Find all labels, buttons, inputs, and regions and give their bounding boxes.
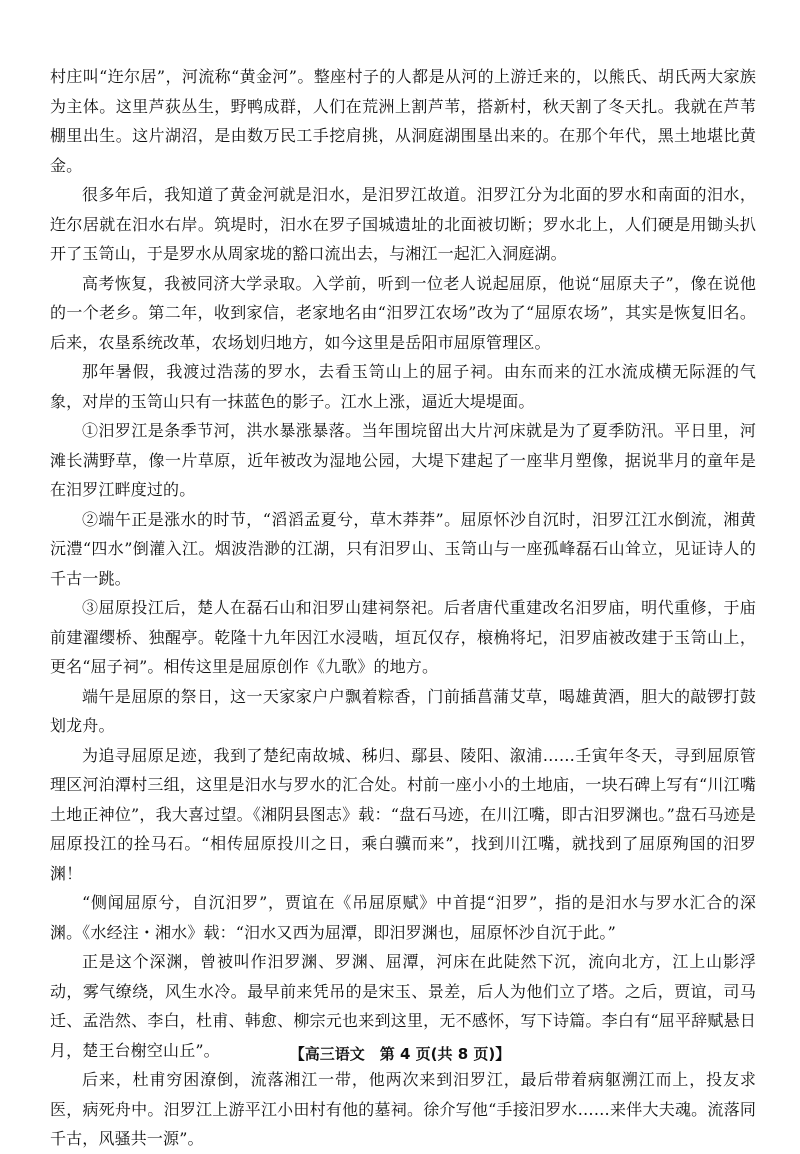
paragraph: “侧闻屈原兮，自沉汨罗”，贾谊在《吊屈原赋》中首提“汨罗”，指的是汨水与罗水汇合的深渊。《水经注・湘水》载：“汨水又西为屈潭，即汨罗渊也，屈原怀沙自沉于此。” [50, 893, 756, 942]
page-footer: 【高三语文 第 4 页(共 8 页)】 [289, 1045, 511, 1063]
paragraph: 正是这个深渊，曾被叫作汨罗渊、罗渊、屈潭，河床在此陡然下沉，流向北方，江上山影浮动，雾气缭绕，风生水冷。最早前来凭吊的是宋玉、景差，后人为他们立了塔。之后，贾谊，司马迁、孟浩然、李白，杜甫、韩愈、柳宗元也来到这里，无不感怀，写下诗篇。李白有“屈平辞赋悬日月，楚王台榭空山丘”。 [50, 952, 756, 1060]
paragraph: 后来，杜甫穷困潦倒，流落湘江一带，他两次来到汨罗江，最后带着病躯溯江而上，投友求医，病死舟中。汨罗江上游平江小田村有他的墓祠。徐介写他“手接汨罗水……来伴大夫魂。流落同千古，风骚共一源”。 [50, 1070, 756, 1148]
paragraph: 那年暑假，我渡过浩荡的罗水，去看玉笥山上的屈子祠。由东而来的江水流成横无际涯的气象，对岸的玉笥山只有一抹蓝色的影子。江水上涨，逼近大堤堤面。 [50, 362, 756, 411]
paragraph: 为追寻屈原足迹，我到了楚纪南故城、秭归、鄢县、陵阳、溆浦……壬寅年冬天，寻到屈原管理区河泊潭村三组，这里是汨水与罗水的汇合处。村前一座小小的土地庙，一块石碑上写有“川江嘴土地正神位”，我大喜过望。《湘阴县图志》载：“盘石马迹，在川江嘴，即古汨罗渊也。”盘石马迹是屈原投江的拴马石。“相传屈原投川之日，乘白骥而来”，找到川江嘴，就找到了屈原殉国的汨罗渊！ [50, 745, 756, 883]
paragraph: ②端午正是涨水的时节，“滔滔孟夏兮，草木莽莽”。屈原怀沙自沉时，汨罗江江水倒流，湘黄沅澧“四水”倒灌入江。烟波浩渺的江湖，只有汨罗山、玉笥山与一座孤峰磊石山耸立，见证诗人的千古一跳。 [50, 509, 756, 588]
paragraph: 很多年后，我知道了黄金河就是汨水，是汨罗江故道。汨罗江分为北面的罗水和南面的汨水，迕尔居就在汨水右岸。筑堤时，汨水在罗子国城遗址的北面被切断；罗水北上，人们硬是用锄头扒开了玉笥山，于是罗水从周家垅的豁口流出去，与湘江一起汇入洞庭湖。 [50, 185, 756, 263]
paragraph: ③屈原投江后，楚人在磊石山和汨罗山建祠祭祀。后者唐代重建改名汨罗庙，明代重修，于庙前建濯缨桥、独醒亭。乾隆十九年因江水浸啮，垣瓦仅存，榱桷将圮，汨罗庙被改建于玉笥山上，更名“屈子祠”。相传这里是屈原创作《九歌》的地方。 [50, 598, 756, 676]
article-body [50, 62, 756, 1154]
paragraph: 村庄叫“迕尔居”，河流称“黄金河”。整座村子的人都是从河的上游迁来的，以熊氏、胡氏两大家族为主体。这里芦荻丛生，野鸭成群，人们在荒洲上割芦苇，搭新村，秋天割了冬天扎。我就在芦苇棚里出生。这片湖沼，是由数万民工手挖肩挑，从洞庭湖围垦出来的。在那个年代，黑土地堪比黄金。 [50, 67, 756, 175]
paragraph: 高考恢复，我被同济大学录取。入学前，听到一位老人说起屈原，他说“屈原夫子”，像在说他的一个老乡。第二年，收到家信，老家地名由“汨罗江农场”改为了“屈原农场”，其实是恢复旧名。后来，农垦系统改革，农场划归地方，如今这里是岳阳市屈原管理区。 [50, 273, 756, 352]
paragraph: 端午是屈原的祭日，这一天家家户户飘着粽香，门前插菖蒲艾草，喝雄黄酒，胆大的敲锣打鼓划龙舟。 [50, 686, 756, 735]
paragraph: ①汨罗江是条季节河，洪水暴涨暴落。当年围垸留出大片河床就是为了夏季防汛。平日里，河滩长满野草，像一片草原，近年被改为湿地公园，大堤下建起了一座芈月塑像，据说芈月的童年是在汨罗江畔度过的。 [50, 421, 756, 499]
